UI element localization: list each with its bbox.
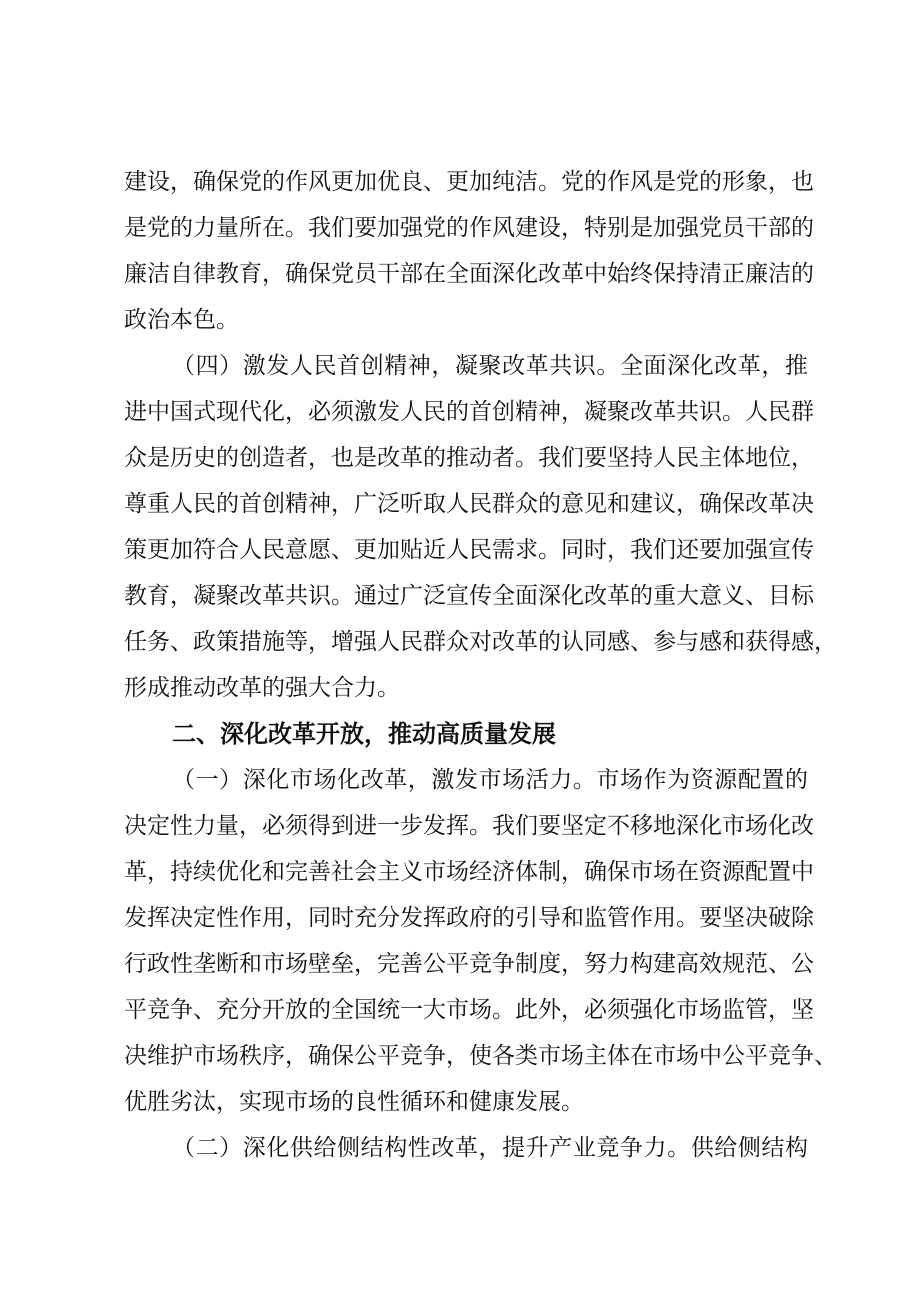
paragraph-line: 进中国式现代化，必须激发人民的首创精神，凝聚改革共识。人民群: [124, 399, 814, 425]
paragraph-line: 发挥决定性作用，同时充分发挥政府的引导和监管作用。要坚决破除: [124, 905, 814, 931]
paragraph-line: 决定性力量，必须得到进一步发挥。我们要坚定不移地深化市场化改: [124, 813, 814, 839]
paragraph-line: 平竞争、充分开放的全国统一大市场。此外，必须强化市场监管，坚: [124, 997, 814, 1023]
paragraph-line: （二）深化供给侧结构性改革，提升产业竞争力。供给侧结构: [172, 1135, 808, 1161]
paragraph-line: 形成推动改革的强大合力。: [124, 675, 400, 701]
paragraph-line: 行政性垄断和市场壁垒，完善公平竞争制度，努力构建高效规范、公: [124, 951, 814, 977]
section-heading: 二、深化改革开放，推动高质量发展: [172, 720, 556, 748]
paragraph-line: 革，持续优化和完善社会主义市场经济体制，确保市场在资源配置中: [124, 859, 814, 885]
paragraph-line: 任务、政策措施等，增强人民群众对改革的认同感、参与感和获得感，: [124, 629, 837, 655]
paragraph-line: （四）激发人民首创精神，凝聚改革共识。全面深化改革，推: [172, 353, 808, 379]
paragraph-line: 尊重人民的首创精神，广泛听取人民群众的意见和建议，确保改革决: [124, 491, 814, 517]
paragraph-line: 策更加符合人民意愿、更加贴近人民需求。同时，我们还要加强宣传: [124, 537, 814, 563]
paragraph-line: 决维护市场秩序，确保公平竞争，使各类市场主体在市场中公平竞争、: [124, 1043, 837, 1069]
paragraph-line: 众是历史的创造者，也是改革的推动者。我们要坚持人民主体地位，: [124, 445, 814, 471]
paragraph-line: 建设，确保党的作风更加优良、更加纯洁。党的作风是党的形象，也: [124, 169, 814, 195]
paragraph-line: 教育，凝聚改革共识。通过广泛宣传全面深化改革的重大意义、目标: [124, 583, 814, 609]
paragraph-line: （一）深化市场化改革，激发市场活力。市场作为资源配置的: [172, 767, 808, 793]
paragraph-line: 是党的力量所在。我们要加强党的作风建设，特别是加强党员干部的: [124, 215, 814, 241]
paragraph-line: 廉洁自律教育，确保党员干部在全面深化改革中始终保持清正廉洁的: [124, 261, 814, 287]
paragraph-line: 政治本色。: [124, 307, 239, 333]
paragraph-line: 优胜劣汰，实现市场的良性循环和健康发展。: [124, 1089, 584, 1115]
